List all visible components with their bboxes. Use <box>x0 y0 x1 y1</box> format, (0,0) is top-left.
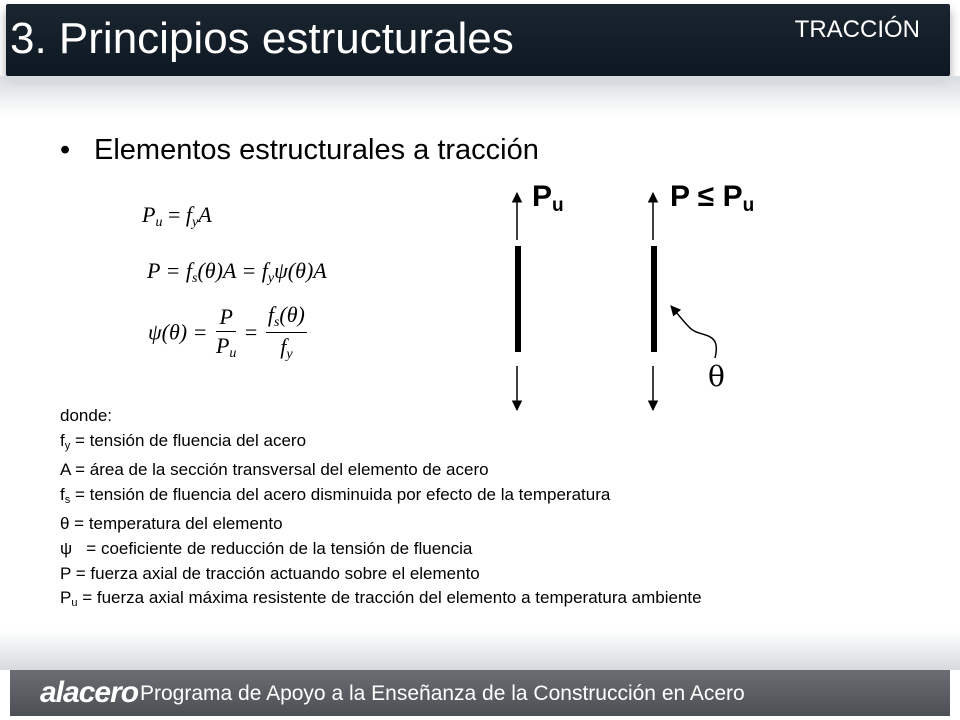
bullet-text: Elementos estructurales a tracción <box>94 134 539 166</box>
force-label-p-le-pu: $P \le P_u$ <box>670 180 755 216</box>
section-tag: TRACCIÓN <box>794 16 920 43</box>
definition-fy: $f_y$ = tensión de fluencia del acero <box>60 430 307 452</box>
definition-intro: donde: <box>60 406 112 425</box>
definition-area: A = área de la sección transversal del elemento de acero <box>60 460 489 480</box>
fraction-p-pu: $\frac{P}{P_u}$ <box>215 303 237 361</box>
footer-shadow <box>0 630 960 670</box>
definition-pu: $P_u$ = fuerza axial máxima resistente de tracción del elemento a temperatura ambiente <box>60 588 702 610</box>
alacero-logo: alacero <box>40 676 139 709</box>
bullet-dot: • <box>60 134 71 166</box>
footer-bar <box>10 670 950 716</box>
definition-fs: $f_s$ = tensión de fluencia del acero disminuida por efecto de la temperatura <box>60 484 611 506</box>
program-name: Programa de Apoyo a la Enseñanza de la Construcción en Acero <box>140 682 745 705</box>
formula-psi: ψ(θ) = $\frac{P}{P_u}$ = $\frac{f_s(\theta)}{f_y}$ <box>148 302 305 362</box>
definitions-list <box>60 404 702 616</box>
definition-p: P = fuerza axial de tracción actuando sobre el elemento <box>60 563 480 583</box>
fraction-fs-fy: $\frac{f_s(\theta)}{f_y}$ <box>267 302 305 362</box>
temperature-pointer-arrow <box>671 306 716 358</box>
slide-title: 3. Principios estructurales <box>10 14 514 63</box>
definition-psi: ψ = coeficiente de reducción de la tensión de fluencia <box>60 538 473 558</box>
formula-pu: $P_u = f_yA$ <box>142 202 212 230</box>
theta-label: θ <box>708 360 725 393</box>
formula-p: $P = f_s(\theta)A = f_y\psi(\theta)A$ <box>147 258 327 286</box>
force-label-pu: $P_u$ <box>532 180 564 216</box>
definition-theta: θ = temperatura del elemento <box>60 514 283 534</box>
